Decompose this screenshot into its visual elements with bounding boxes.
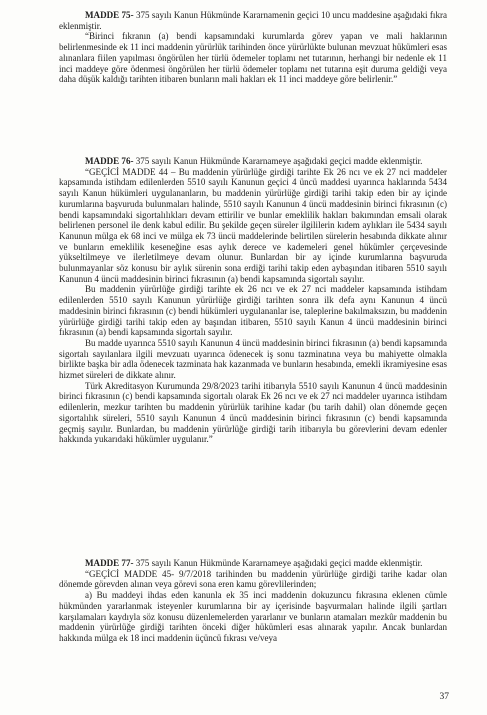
article-75-paragraph: “Birinci fıkranın (a) bendi kapsamındaki kurumlarda görev yapan ve mali haklarının belirlenmesinde ek 11 inci maddenin yürürlük tarihinden önce yürürlükte bulunan mevzuat hükümleri esas alınanlara fiilen yapılması öngörülen her türlü ödemeler toplamı net tutarının, herhangi bir nedenle ek 11 inci maddeye göre ödenmesi öngörülen her türlü ödemeler toplamı net tutarına eşit duruma geldiği veya daha düşük kaldığı tarihten itibaren bunların mali hakları ek 11 inci maddeye göre belirlenir.” bbox=[59, 31, 447, 85]
article-77-heading: MADDE 77- bbox=[85, 558, 134, 568]
article-75-heading: MADDE 75- bbox=[85, 10, 134, 20]
article-76-paragraph: Türk Akreditasyon Kurumunda 29/8/2023 tarihi itibarıyla 5510 sayılı Kanunun 4 üncü maddesinin birinci fıkrasının (c) bendi kapsamında sigortalı olarak Ek 26 ncı ve ek 27 nci maddeler uyarınca istihdam edilenlerin, mezkur tarihten bu maddenin yürürlük tarihine kadar (bu tarih dahil) olan dönemde geçen sigortalılık süreleri, 5510 sayılı Kanunun 4 üncü maddesinin birinci fıkrasının (c) bendi kapsamında geçmiş sayılır. Bunlardan, bu maddenin yürürlüğe girdiği tarih itibarıyla bu görevlerini devam edenler hakkında yukarıdaki hükümler uygulanır.” bbox=[59, 380, 447, 445]
article-77-intro bbox=[59, 558, 447, 569]
article-75-intro-text: 375 sayılı Kanun Hükmünde Kararnamenin geçici 10 uncu maddesine aşağıdaki fıkra eklenmiştir. bbox=[59, 10, 447, 31]
article-76-heading: MADDE 76- bbox=[85, 156, 134, 166]
page-number: 37 bbox=[439, 692, 449, 702]
article-76-paragraph: Bu maddenin yürürlüğe girdiği tarihte ek 26 ncı ve ek 27 nci maddeler kapsamında istihdam edilenlerden 5510 sayılı Kanunun yürürlüğe girdiği tarihten sonra ilk defa aynı Kanunun 4 üncü maddesinin birinci fıkrasının (c) bendi hükümleri uygulananlar ise, taleplerine bakılmaksızın, bu maddenin yürürlüğe girdiği tarihi takip eden ay başından itibaren, 5510 sayılı Kanun 4 üncü maddesinin birinci fıkrasının (a) bendi kapsamında sigortalı sayılır. bbox=[59, 284, 447, 338]
article-76-paragraph: “GEÇİCİ MADDE 44 – Bu maddenin yürürlüğe girdiği tarihte Ek 26 ncı ve ek 27 nci maddeler kapsamında istihdam edilenlerden 5510 sayılı Kanunun geçici 4 üncü maddesi uyarınca haklarında 5434 sayılı Kanun hükümleri uygulananların, bu maddenin yürürlüğe girdiği tarihi takip eden bir ay içinde kurumlarına başvuruda bulunmaları halinde, 5510 sayılı Kanunun 4 üncü maddesinin birinci fıkrasının (c) bendi kapsamındaki sigortalılıkları devam ettirilir ve bunlar emeklilik hakları bakımından emsali olarak belirlenen personel ile denk kabul edilir. Bu şekilde geçen süreler ilgililerin kıdem aylıkları ile 5434 sayılı Kanunun mülga ek 68 inci ve mülga ek 73 üncü maddelerinde belirtilen sürelerin hesabında dikkate alınır ve bunların emeklilik keseneğine esas aylık derece ve kademeleri genel hükümler çerçevesinde yükseltilmeye ve ilerletilmeye devam olunur. Bunlardan bir ay içinde kurumlarına başvuruda bulunmayanlar söz konusu bir aylık sürenin sona erdiği tarihi takip eden aybaşından itibaren 5510 sayılı Kanunun 4 üncü maddesinin birinci fıkrasının (a) bendi kapsamında sigortalı sayılır. bbox=[59, 166, 447, 284]
article-77 bbox=[59, 558, 447, 644]
article-76-intro bbox=[59, 156, 447, 167]
article-76 bbox=[59, 156, 447, 445]
article-77-intro-text: 375 sayılı Kanun Hükmünde Kararnameye aşağıdaki geçici madde eklenmiştir. bbox=[133, 558, 423, 568]
article-76-paragraph: Bu madde uyarınca 5510 sayılı Kanunun 4 üncü maddesinin birinci fıkrasının (a) bendi kapsamında sigortalı sayılanlara ilgili mevzuatı uyarınca ödenecek iş sonu tazminatına veya bu mahiyette olmakla birlikte başka bir adla ödenecek tazminata hak kazanmada ve bunların hesabında, emekli ikramiyesine esas hizmet süreleri de dikkate alınır. bbox=[59, 337, 447, 381]
article-77-paragraph: a) Bu maddeyi ihdas eden kanunla ek 35 inci maddenin dokuzuncu fıkrasına eklenen cümle hükmünden yararlanmak isteyenler kurumlarına bir ay içerisinde başvurmaları halinde ilgili şartları karşılamaları kaydıyla söz konusu düzenlemelerden yararlanır ve bunların atamaları mezkûr maddenin bu maddenin yürürlüğe girdiği tarihten önceki diğer hükümleri esas alınarak yapılır. Ancak bunlardan hakkında mülga ek 18 inci maddenin üçüncü fıkrası ve/veya bbox=[59, 590, 447, 643]
article-75 bbox=[59, 10, 447, 85]
article-76-intro-text: 375 sayılı Kanun Hükmünde Kararnameye aşağıdaki geçici madde eklenmiştir. bbox=[133, 156, 423, 166]
article-77-paragraph: “GEÇİCİ MADDE 45- 9/7/2018 tarihinden bu maddenin yürürlüğe girdiği tarihe kadar olan dönemde görevden alınan veya görevi sona eren kamu görevlilerinden; bbox=[59, 568, 447, 590]
article-75-intro bbox=[59, 10, 447, 31]
